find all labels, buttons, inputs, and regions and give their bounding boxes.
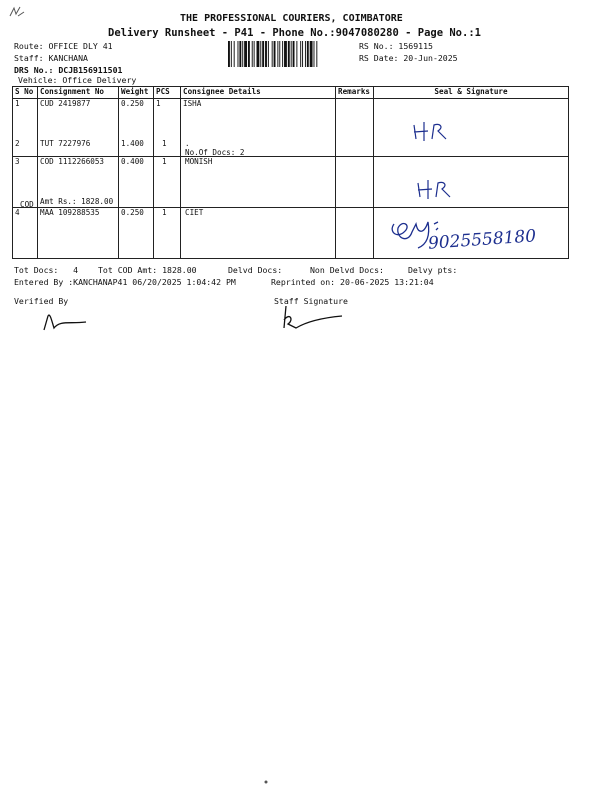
barcode-bar	[310, 41, 313, 67]
staff-signature	[280, 302, 360, 332]
barcode-bar	[265, 41, 267, 67]
tot-cod-amt: Tot COD Amt: 1828.00	[98, 265, 197, 275]
cell-sno	[13, 208, 38, 259]
handwritten-signature-2	[414, 177, 464, 201]
row-weight: 0.400	[121, 157, 144, 166]
cell-consignee	[181, 99, 336, 157]
runsheet-title: Delivery Runsheet - P41 - Phone No.:9047080280 - Page No.:1	[108, 27, 481, 39]
row-consignment: CUD 2419877	[40, 99, 91, 108]
verified-by-label: Verified By	[14, 296, 69, 306]
verified-signature	[40, 310, 100, 334]
company-title: THE PROFESSIONAL COURIERS, COIMBATORE	[180, 13, 403, 24]
cell-pcs	[154, 157, 181, 208]
barcode-bar	[257, 41, 260, 67]
cell-remarks	[336, 99, 374, 157]
cell-weight	[119, 99, 154, 157]
entered-by: Entered By :KANCHANAP41 06/20/2025 1:04:42 PM	[14, 277, 236, 287]
row-consignee: .	[185, 139, 190, 148]
barcode-bar	[302, 41, 303, 67]
reprinted-on: Reprinted on: 20-06-2025 13:21:04	[271, 277, 434, 287]
cell-weight	[119, 208, 154, 259]
barcode-bar	[307, 41, 309, 67]
barcode-bar	[288, 41, 290, 67]
table-row	[13, 99, 569, 157]
barcode-bar	[234, 41, 235, 67]
runsheet-table	[12, 86, 569, 259]
cod-label: COD	[20, 200, 34, 209]
barcode-bar	[252, 41, 253, 67]
barcode-bar	[284, 41, 287, 67]
cod-amount: Amt Rs.: 1828.00	[40, 197, 114, 206]
row-note: No.Of Docs: 2	[185, 148, 245, 157]
col-weight: Weight	[119, 87, 154, 99]
barcode-bar	[291, 41, 292, 67]
cell-seal	[374, 99, 569, 157]
row-consignee: CIET	[185, 208, 204, 217]
staff-signature-label: Staff Signature	[274, 296, 348, 306]
drs-text: DRS No.: DCJB156911501	[14, 65, 123, 75]
row-consignment: COD 1112266053	[40, 157, 105, 166]
col-remarks: Remarks	[336, 87, 374, 99]
barcode-bar	[242, 41, 243, 67]
row-sno: 2	[15, 139, 20, 148]
delvd-docs: Delvd Docs:	[228, 265, 283, 275]
barcode-bar	[254, 41, 255, 67]
barcode-bar	[239, 41, 241, 67]
table-header-row	[13, 87, 569, 99]
cell-pcs	[154, 208, 181, 259]
row-pcs: 1	[156, 99, 161, 108]
non-delvd-docs: Non Delvd Docs:	[310, 265, 384, 275]
barcode-bar	[293, 41, 295, 67]
col-sno: S No	[13, 87, 38, 99]
table-row	[13, 208, 569, 259]
row-pcs: 1	[162, 139, 167, 148]
cell-remarks	[336, 157, 374, 208]
cell-consignment	[38, 157, 119, 208]
row-weight: 0.250	[121, 208, 144, 217]
cell-consignment	[38, 208, 119, 259]
row-consignee: ISHA	[183, 99, 202, 108]
barcode-bar	[282, 41, 283, 67]
delvy-pts: Delvy pts:	[408, 265, 458, 275]
barcode-bar	[316, 41, 317, 67]
barcode-bar	[279, 41, 280, 67]
cell-weight	[119, 157, 154, 208]
rs-date: RS Date: 20-Jun-2025	[359, 53, 458, 63]
barcode-bar	[277, 41, 278, 67]
row-sno: 1	[15, 99, 20, 108]
row-consignment: MAA 109288535	[40, 208, 100, 217]
cell-pcs	[154, 99, 181, 157]
col-seal: Seal & Signature	[374, 87, 569, 99]
barcode	[228, 41, 341, 67]
barcode-bar	[231, 41, 232, 67]
tot-docs: Tot Docs: 4	[14, 265, 79, 275]
barcode-bar	[268, 41, 269, 67]
route-text: Route: OFFICE DLY 41	[14, 41, 113, 51]
barcode-bar	[305, 41, 306, 67]
rs-number: RS No.: 1569115	[359, 41, 433, 51]
col-pcs: PCS	[154, 87, 181, 99]
cell-consignee	[181, 157, 336, 208]
barcode-bar	[260, 41, 261, 67]
row-weight: 0.250	[121, 99, 144, 108]
row-weight: 1.400	[121, 139, 144, 148]
row-consignee: MONISH	[185, 157, 213, 166]
cell-consignee	[181, 208, 336, 259]
row-pcs: 1	[162, 208, 167, 217]
handwritten-signature-1	[410, 119, 460, 143]
cell-remarks	[336, 208, 374, 259]
barcode-bar	[244, 41, 247, 67]
row-pcs: 1	[162, 157, 167, 166]
cell-sno	[13, 99, 38, 157]
cell-seal	[374, 208, 569, 259]
row-consignment: TUT 7227976	[40, 139, 91, 148]
barcode-bar	[314, 41, 315, 67]
barcode-bar	[296, 41, 297, 67]
table-row	[13, 157, 569, 208]
page-speck	[262, 778, 270, 786]
handwritten-phone: 9025558180	[427, 226, 537, 254]
cell-seal	[374, 157, 569, 208]
barcode-bar	[262, 41, 264, 67]
barcode-bar	[248, 41, 250, 67]
barcode-bar	[300, 41, 301, 67]
cell-consignment	[38, 99, 119, 157]
vehicle-text: Vehicle: Office Delivery	[18, 75, 137, 85]
barcode-bar	[272, 41, 273, 67]
staff-text: Staff: KANCHANA	[14, 53, 88, 63]
col-consignee: Consignee Details	[181, 87, 336, 99]
row-sno: 3	[15, 157, 20, 166]
barcode-bar	[274, 41, 276, 67]
row-sno: 4	[15, 208, 20, 217]
corner-scribble	[8, 4, 26, 20]
barcode-bar	[228, 41, 230, 67]
barcode-bar	[238, 41, 239, 67]
col-consignment: Consignment No	[38, 87, 119, 99]
